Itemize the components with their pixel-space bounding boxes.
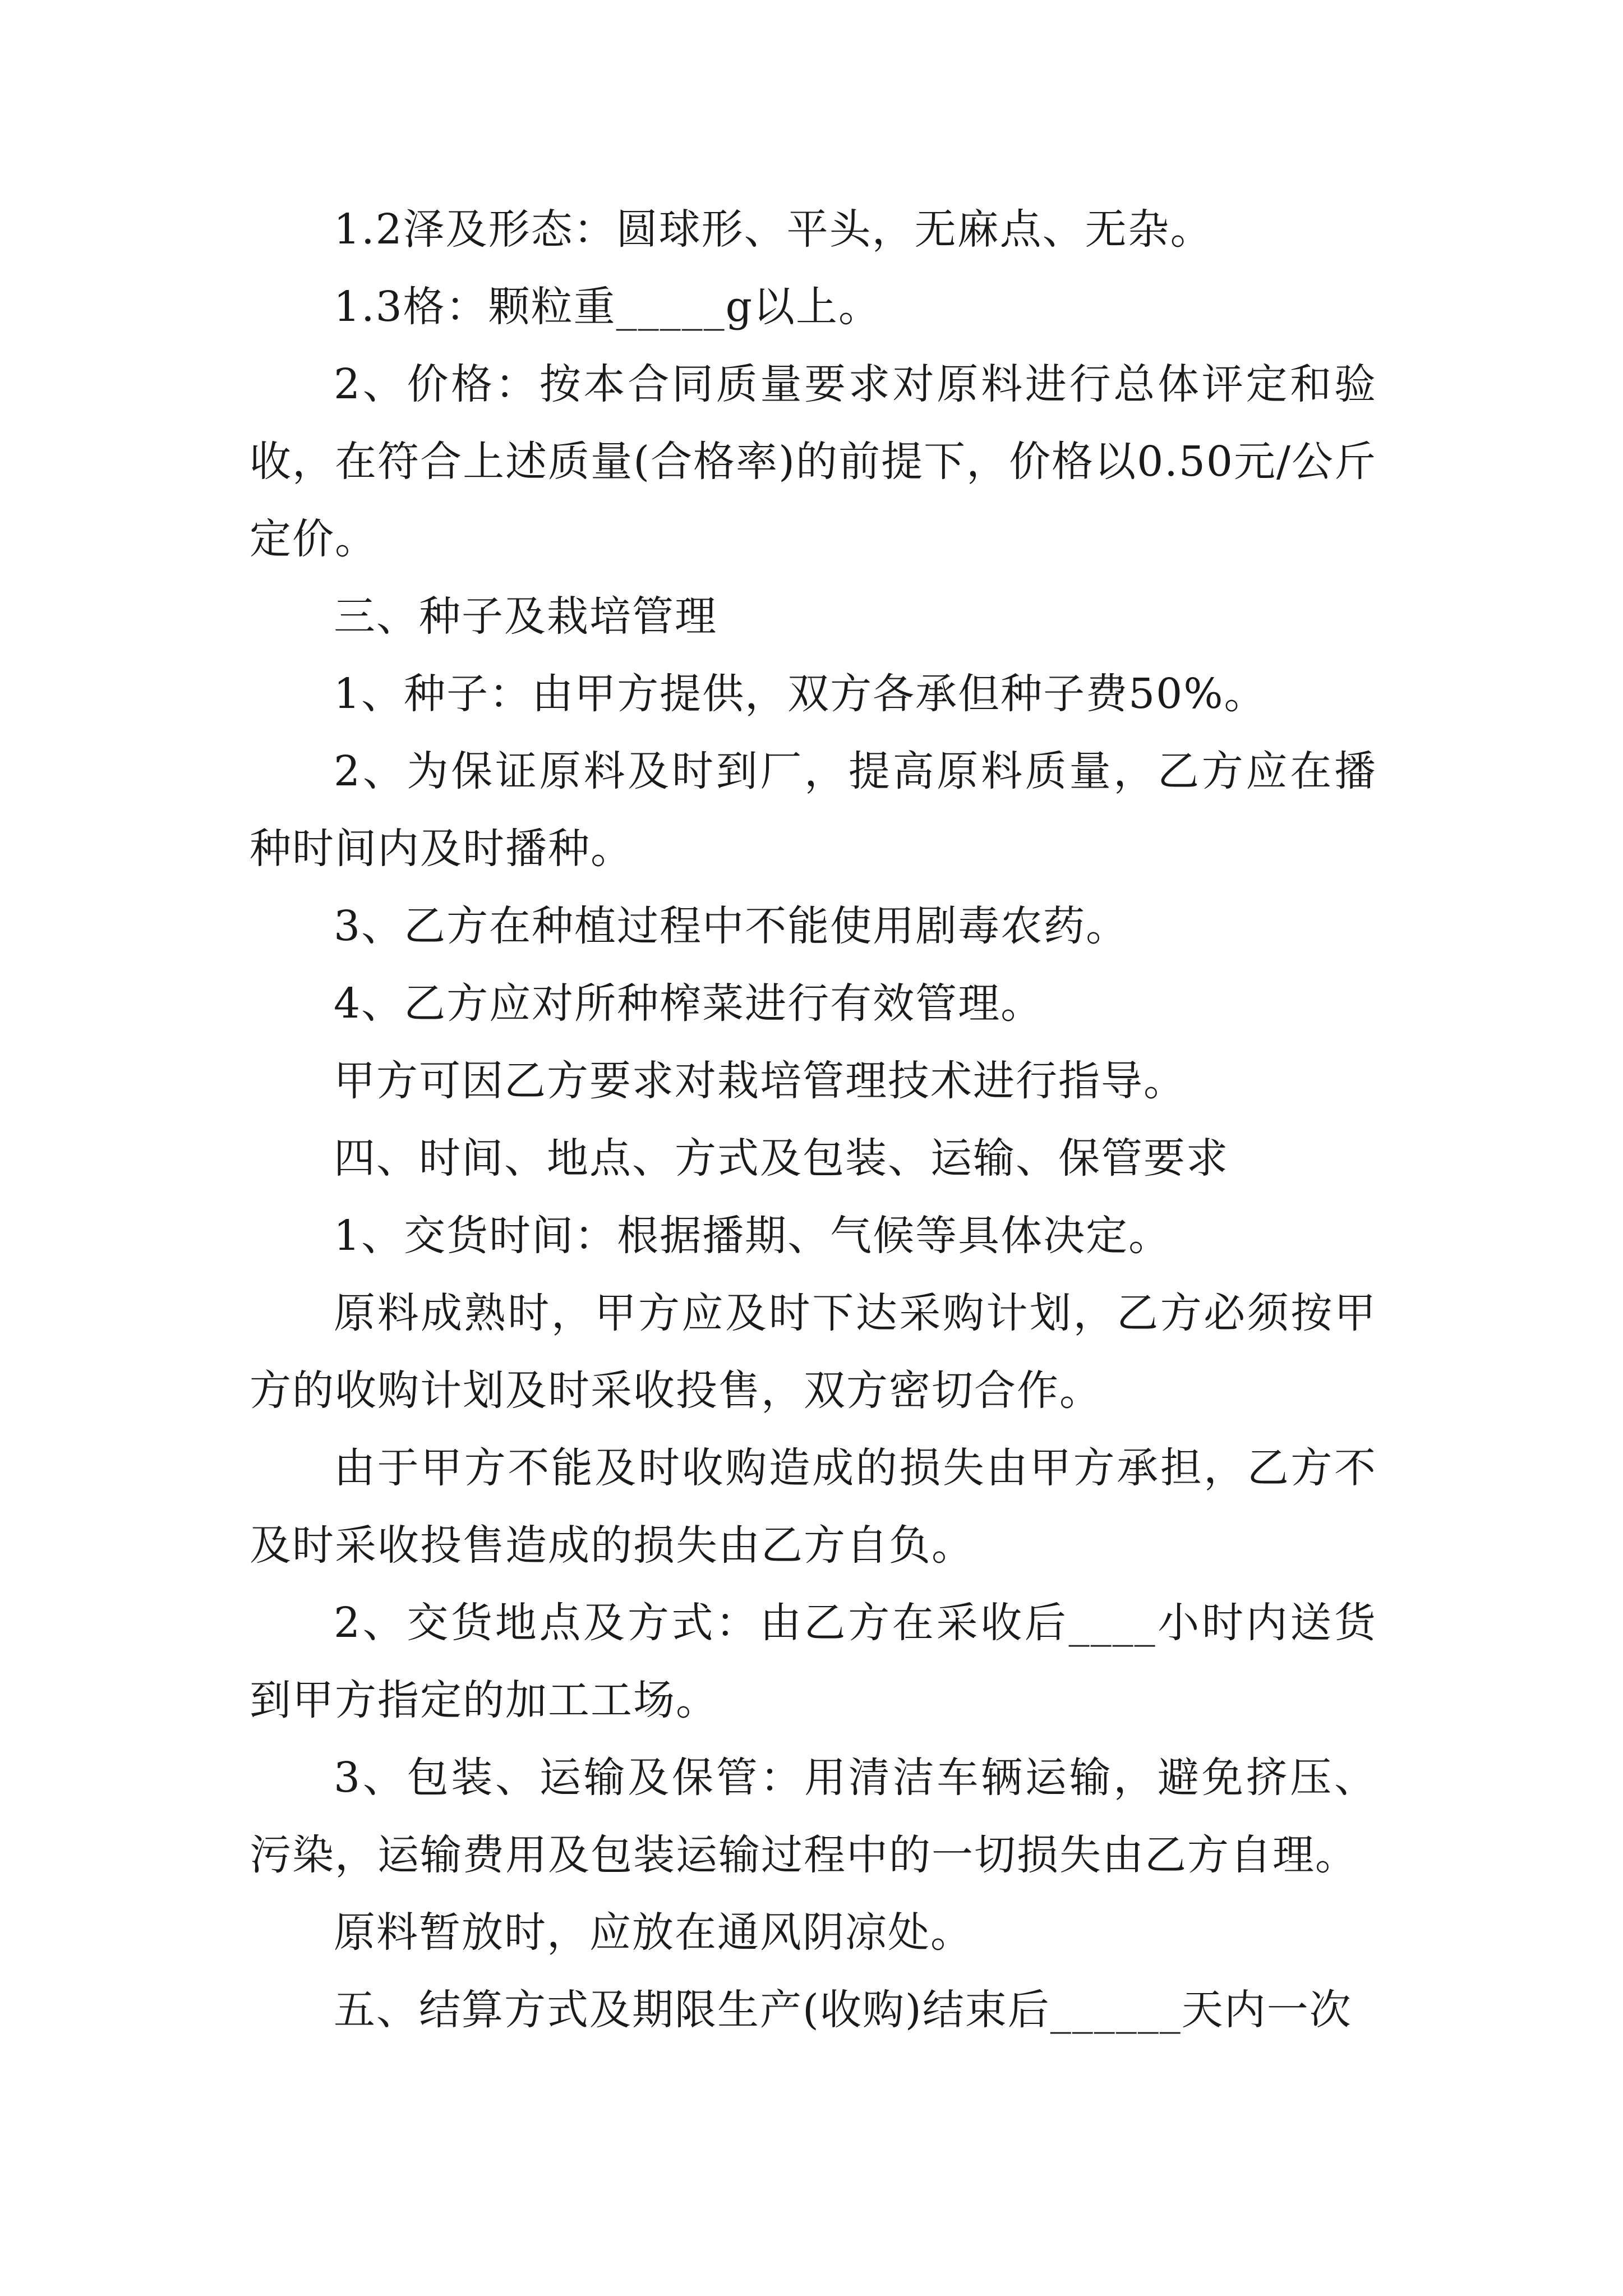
paragraph-quality-shape: 1.2泽及形态：圆球形、平头，无麻点、无杂。 <box>334 205 1213 254</box>
section-heading-seeds-cultivation: 三、种子及栽培管理 <box>334 592 717 641</box>
section-heading-delivery: 四、时间、地点、方式及包装、运输、保管要求 <box>334 1134 1229 1182</box>
paragraph-purchase-plan: 原料成熟时，甲方应及时下达采购计划，乙方必须按甲方的收购计划及时采收投售，双方密切合作。 <box>250 1289 1377 1415</box>
paragraph-storage: 原料暂放时，应放在通风阴凉处。 <box>334 1908 973 1957</box>
document-body <box>250 191 1377 2049</box>
paragraph-price: 2、价格：按本合同质量要求对原料进行总体评定和验收，在符合上述质量(合格率)的前提下，价格以0.50元/公斤定价。 <box>250 360 1377 563</box>
paragraph-packaging-transport: 3、包装、运输及保管：用清洁车辆运输，避免挤压、污染，运输费用及包装运输过程中的一切损失由乙方自理。 <box>250 1754 1377 1879</box>
paragraph-quality-weight: 1.3格：颗粒重_____g以上。 <box>334 283 882 331</box>
paragraph-delivery-place: 2、交货地点及方式：由乙方在采收后____小时内送货到甲方指定的加工工场。 <box>250 1599 1377 1724</box>
paragraph-management: 4、乙方应对所种榨菜进行有效管理。 <box>334 979 1044 1028</box>
paragraph-pesticide: 3、乙方在种植过程中不能使用剧毒农药。 <box>334 902 1129 950</box>
paragraph-delivery-time: 1、交货时间：根据播期、气候等具体决定。 <box>334 1212 1172 1260</box>
paragraph-seeds: 1、种子：由甲方提供，双方各承但种子费50%。 <box>334 670 1267 718</box>
paragraph-sowing: 2、为保证原料及时到厂，提高原料质量，乙方应在播种时间内及时播种。 <box>250 747 1377 873</box>
paragraph-losses: 由于甲方不能及时收购造成的损失由甲方承担，乙方不及时采收投售造成的损失由乙方自负。 <box>250 1444 1377 1570</box>
section-heading-settlement: 五、结算方式及期限生产(收购)结束后______天内一次 <box>334 1986 1352 2034</box>
paragraph-guidance: 甲方可因乙方要求对栽培管理技术进行指导。 <box>334 1057 1186 1105</box>
